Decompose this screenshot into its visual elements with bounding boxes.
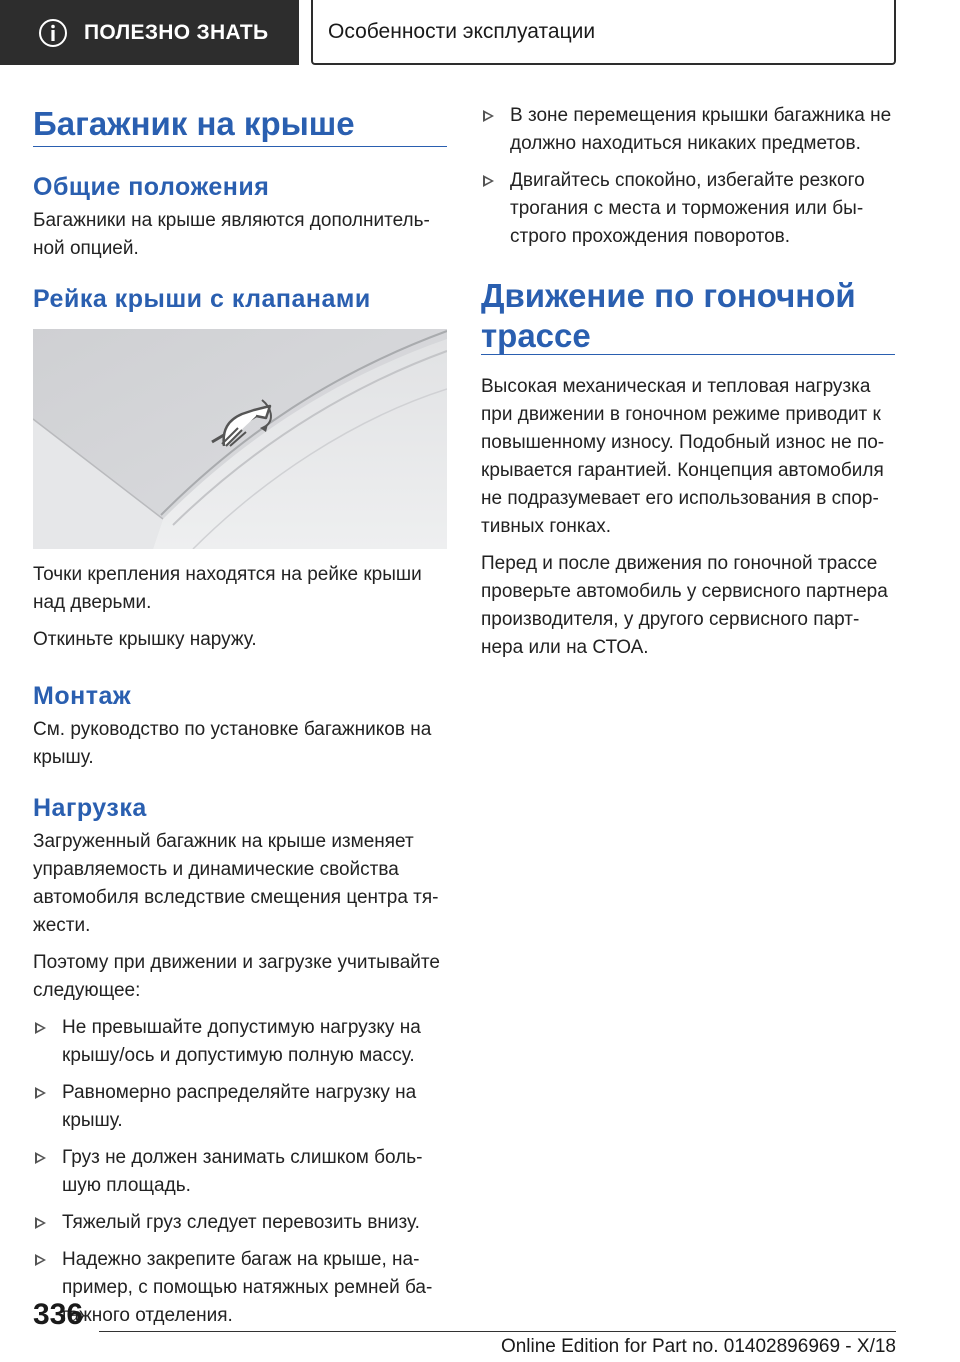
- race-check-line: нера или на СТОА.: [481, 637, 649, 658]
- race-line: не подразумевает его использования в спор-: [481, 488, 879, 509]
- race-line: при движении в гоночном режиме приводит к: [481, 404, 881, 425]
- mount-line: См. руководство по установке багажников на: [33, 719, 432, 740]
- race-line: повышенному износу. Подобный износ не по-: [481, 432, 885, 453]
- list-item: Груз не должен занимать слишком боль- шую площадь.: [33, 1144, 447, 1200]
- load-intro-line: следующее:: [33, 980, 141, 1001]
- photo-caption-line: Точки крепления находятся на рейке крыши: [33, 564, 422, 585]
- title-rule: [33, 146, 447, 147]
- load-line: Загруженный багажник на крыше изменяет: [33, 831, 414, 852]
- load-line: управляемость и динамические свойства: [33, 859, 399, 880]
- bullet-triangle-icon: [35, 1254, 46, 1266]
- info-icon: [38, 18, 68, 48]
- load-line: автомобиля вследствие смещения центра тя-: [33, 887, 439, 908]
- section-tab-label: ПОЛЕЗНО ЗНАТЬ: [84, 20, 269, 44]
- general-line: Багажники на крыше являются дополнитель-: [33, 210, 430, 231]
- chapter-title-box: [311, 0, 896, 65]
- bullet-triangle-icon: [483, 110, 494, 122]
- title-rule: [481, 354, 895, 355]
- section-tab-useful: [0, 0, 299, 65]
- photo-caption-line: над дверьми.: [33, 592, 152, 613]
- section-title: Багажник на крыше: [33, 105, 355, 142]
- edition-info: Online Edition for Part no. 01402896969 - X/18: [500, 1336, 896, 1357]
- load-intro-line: Поэтому при движении и загрузке учитывайте: [33, 952, 440, 973]
- race-check-line: проверьте автомобиль у сервисного партнера: [481, 581, 888, 602]
- chapter-title: Особенности эксплуатации: [328, 19, 596, 43]
- roof-rail-photo: [33, 329, 447, 549]
- list-item: Двигайтесь спокойно, избегайте резкого трогания с места и торможения или бы- строго прохождения поворотов.: [481, 167, 895, 251]
- race-check-line: производителя, у другого сервисного парт-: [481, 609, 860, 630]
- bullet-triangle-icon: [35, 1152, 46, 1164]
- race-line: Высокая механическая и тепловая нагрузка: [481, 376, 871, 397]
- load-line: жести.: [33, 915, 91, 936]
- section-title-race: трассе: [481, 317, 591, 354]
- bullet-triangle-icon: [35, 1217, 46, 1229]
- heading-general: Общие положения: [33, 173, 270, 201]
- flip-cover-text: Откиньте крышку наружу.: [33, 629, 257, 650]
- list-item: Не превышайте допустимую нагрузку на крышу/ось и допустимую полную массу.: [33, 1014, 447, 1070]
- list-item: Тяжелый груз следует перевозить внизу.: [33, 1209, 447, 1237]
- mount-line: крышу.: [33, 747, 94, 768]
- bullet-triangle-icon: [35, 1087, 46, 1099]
- bullet-triangle-icon: [35, 1022, 46, 1034]
- race-line: тивных гонках.: [481, 516, 611, 537]
- heading-mount: Монтаж: [33, 682, 132, 710]
- race-check-line: Перед и после движения по гоночной трассе: [481, 553, 878, 574]
- race-line: крывается гарантией. Концепция автомобиля: [481, 460, 884, 481]
- list-item: Надежно закрепите багаж на крыше, на- пример, с помощью натяжных ремней ба- гажного отделения.: [33, 1246, 447, 1330]
- list-item: Равномерно распределяйте нагрузку на крышу.: [33, 1079, 447, 1135]
- general-line: ной опцией.: [33, 238, 139, 259]
- list-item: В зоне перемещения крышки багажника не должно находиться никаких предметов.: [481, 102, 895, 158]
- section-title-race: Движение по гоночной: [481, 277, 856, 314]
- footer-rule: [99, 1331, 896, 1332]
- page-number: 336: [33, 1298, 84, 1331]
- bullet-triangle-icon: [483, 175, 494, 187]
- heading-roof-rail: Рейка крыши с клапанами: [33, 285, 371, 313]
- heading-load: Нагрузка: [33, 794, 147, 822]
